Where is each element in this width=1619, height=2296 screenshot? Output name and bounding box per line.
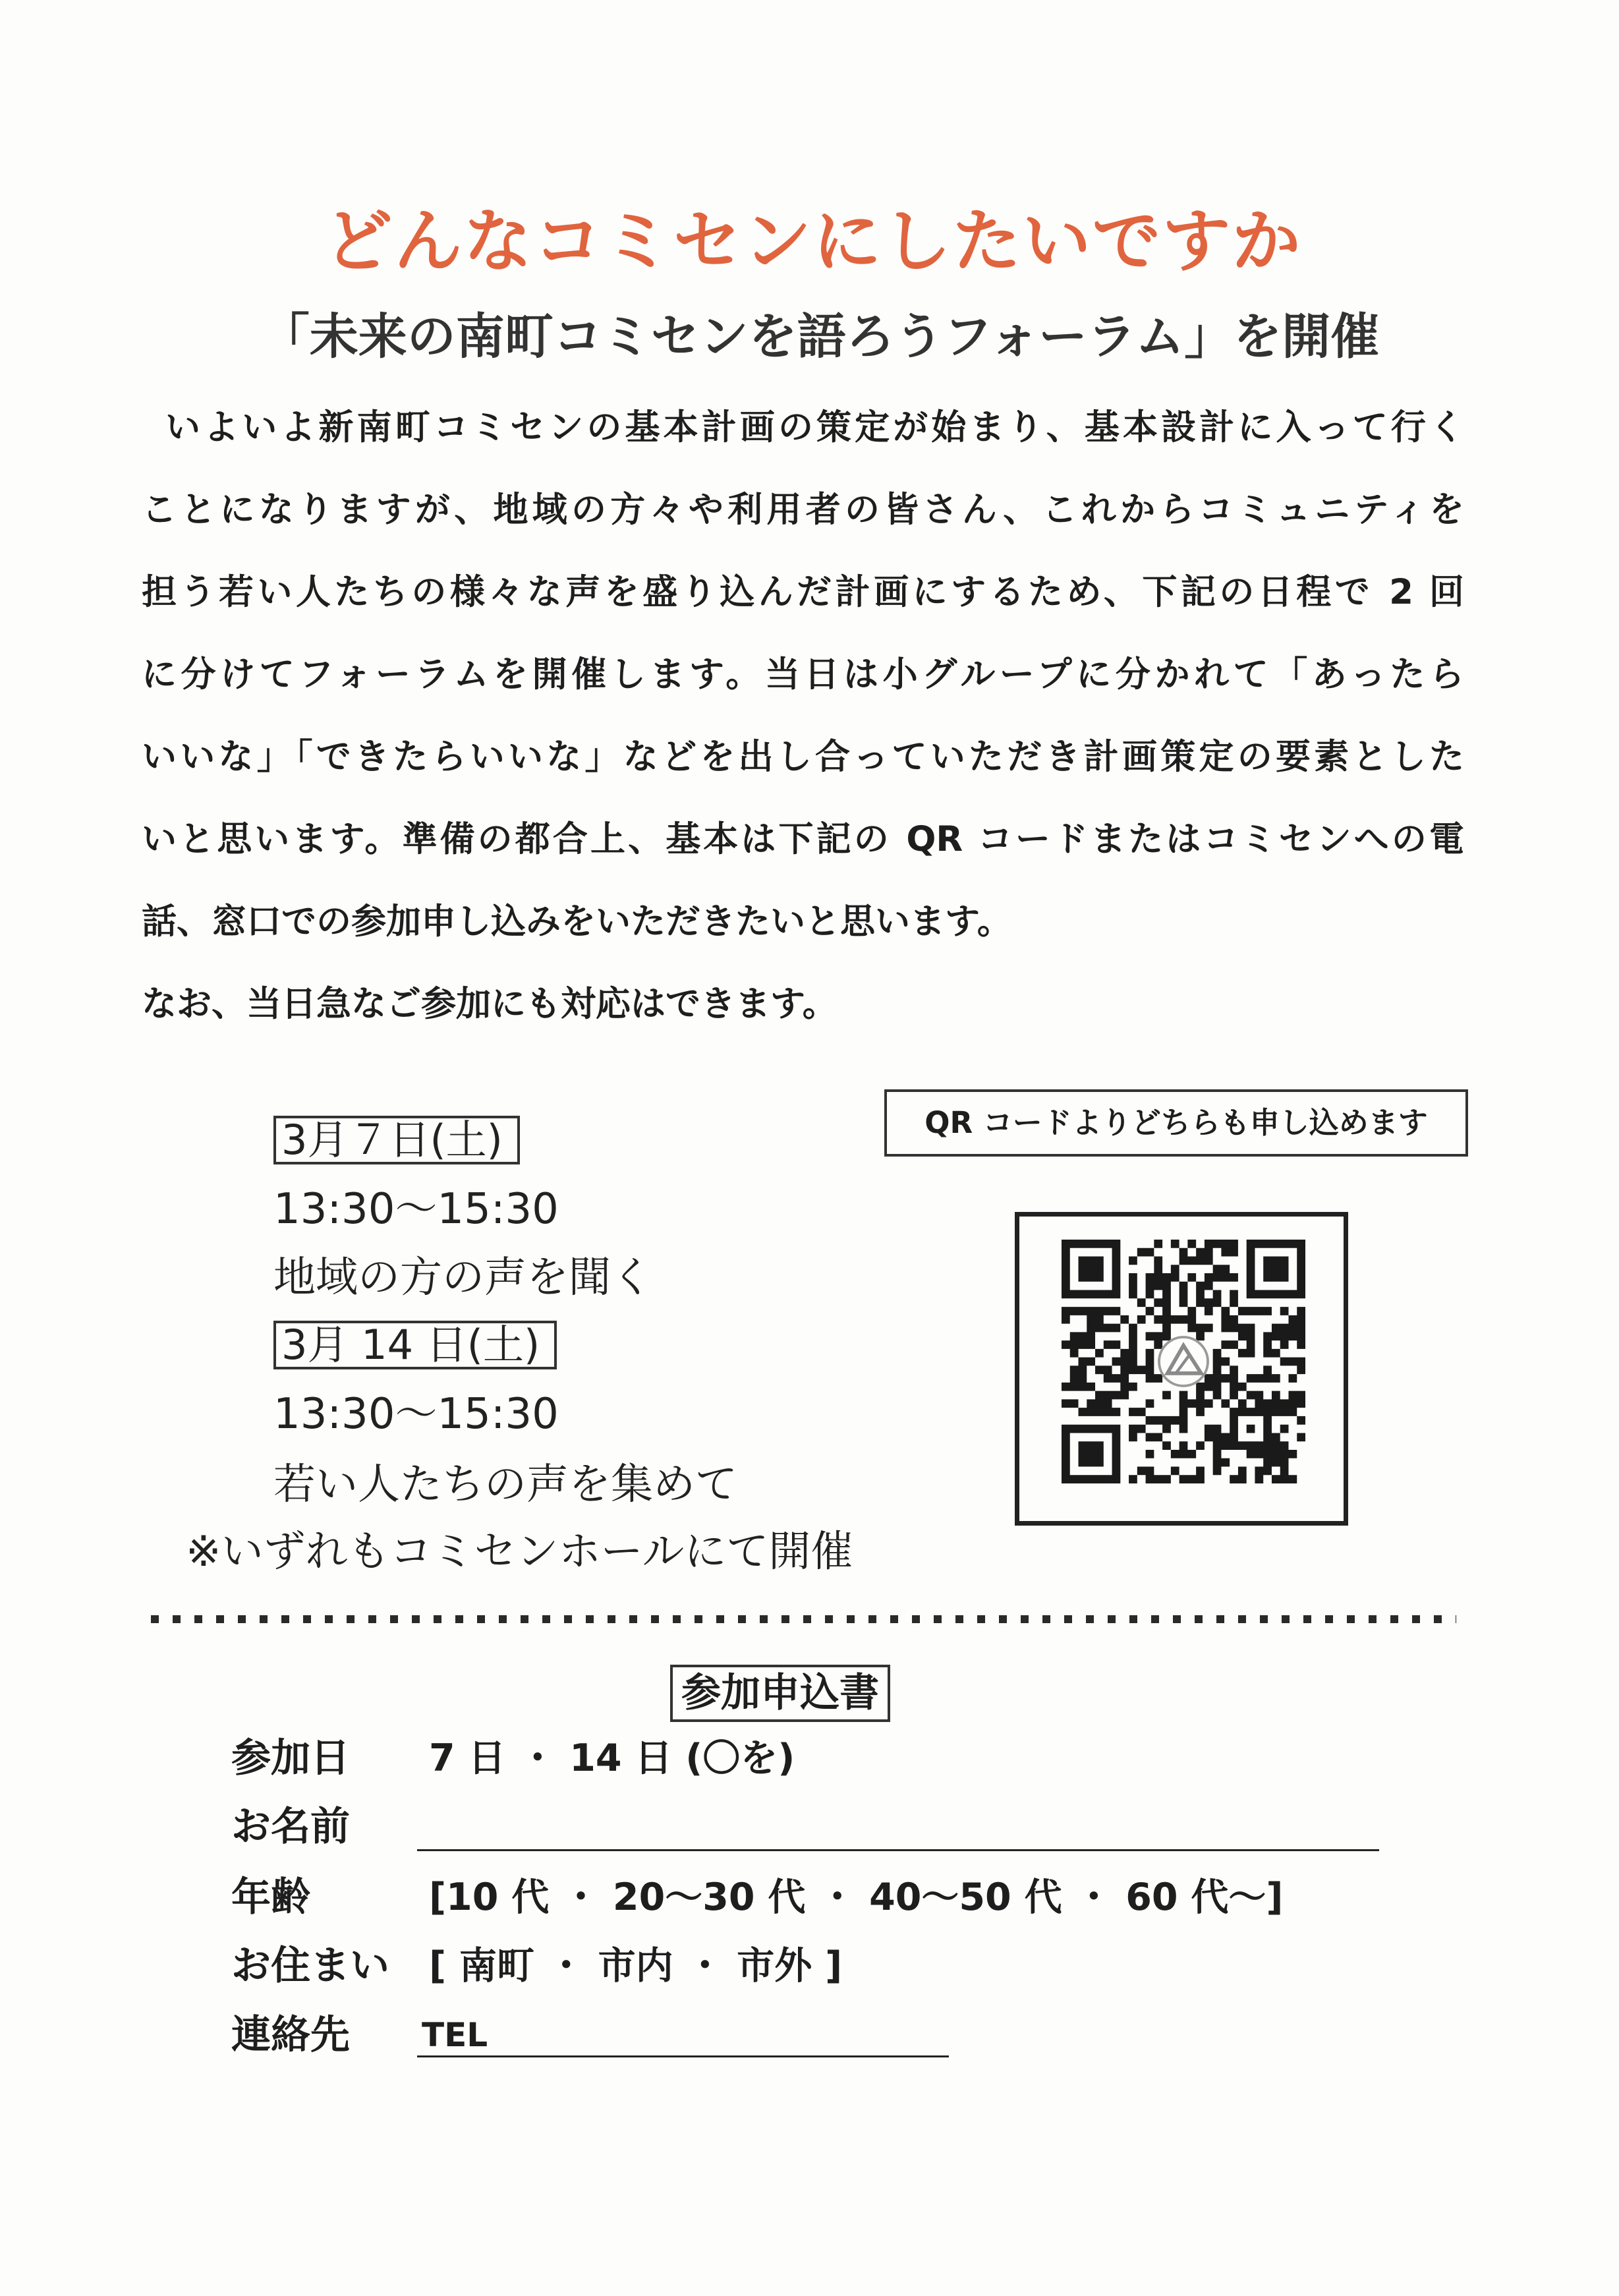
flyer-title: どんなコミセンにしたいですか	[324, 201, 1302, 281]
form-label-date: 参加日	[231, 1735, 350, 1781]
session-date-badge: 3月 14 日(土)	[273, 1321, 557, 1369]
form-label-age: 年齢	[231, 1874, 310, 1920]
qr-code-icon	[1062, 1240, 1305, 1483]
session-time: 13:30～15:30	[273, 1390, 559, 1439]
dotted-cut-line	[151, 1615, 1456, 1623]
session-description: 若い人たちの声を集めて	[273, 1460, 737, 1509]
form-value-age: [10 代 ・ 20～30 代 ・ 40～50 代 ・ 60 代～]	[429, 1876, 1284, 1919]
tel-blank-line	[417, 2055, 949, 2057]
flyer-subtitle: 「未来の南町コミセンを語ろうフォーラム」を開催	[260, 308, 1380, 365]
form-value-tel: TEL	[422, 2016, 488, 2054]
form-value-date: 7 日 ・ 14 日 (〇を)	[429, 1736, 795, 1780]
form-value-residence: [ 南町 ・ 市内 ・ 市外 ]	[429, 1944, 843, 1988]
qr-caption-box: QR コードよりどちらも申し込めます	[884, 1089, 1468, 1157]
body-line: 担う若い人たちの様々な声を盛り込んだ計画にするため、下記の日程で 2 回	[142, 572, 1464, 612]
body-paragraph	[142, 386, 1464, 1045]
body-line: なお、当日急なご参加にも対応はできます。	[142, 984, 838, 1024]
name-blank-line	[417, 1849, 1379, 1851]
body-line: 話、窓口での参加申し込みをいただきたいと思います。	[142, 902, 1012, 942]
body-line: いと思います。準備の都合上、基本は下記の QR コードまたはコミセンへの電	[142, 819, 1464, 859]
form-label-contact: 連絡先	[231, 2012, 350, 2058]
body-line: ことになりますが、地域の方々や利用者の皆さん、これからコミュニティを	[142, 490, 1464, 530]
body-line: に分けてフォーラムを開催します。当日は小グループに分かれて「あったら	[142, 654, 1464, 695]
qr-center-logo-icon	[1159, 1337, 1208, 1386]
session-description: 地域の方の声を聞く	[273, 1253, 653, 1302]
form-label-residence: お住まい	[231, 1943, 389, 1989]
form-title-box: 参加申込書	[670, 1665, 890, 1722]
body-line: いよいよ新南町コミセンの基本計画の策定が始まり、基本設計に入って行く	[165, 407, 1464, 447]
session-date-badge: 3月７日(土)	[273, 1116, 520, 1164]
venue-note: ※いずれもコミセンホールにて開催	[186, 1528, 853, 1576]
body-line: いいな」「できたらいいな」などを出し合っていただき計画策定の要素とした	[142, 737, 1464, 777]
form-label-name: お名前	[231, 1804, 350, 1850]
session-time: 13:30～15:30	[273, 1185, 559, 1234]
